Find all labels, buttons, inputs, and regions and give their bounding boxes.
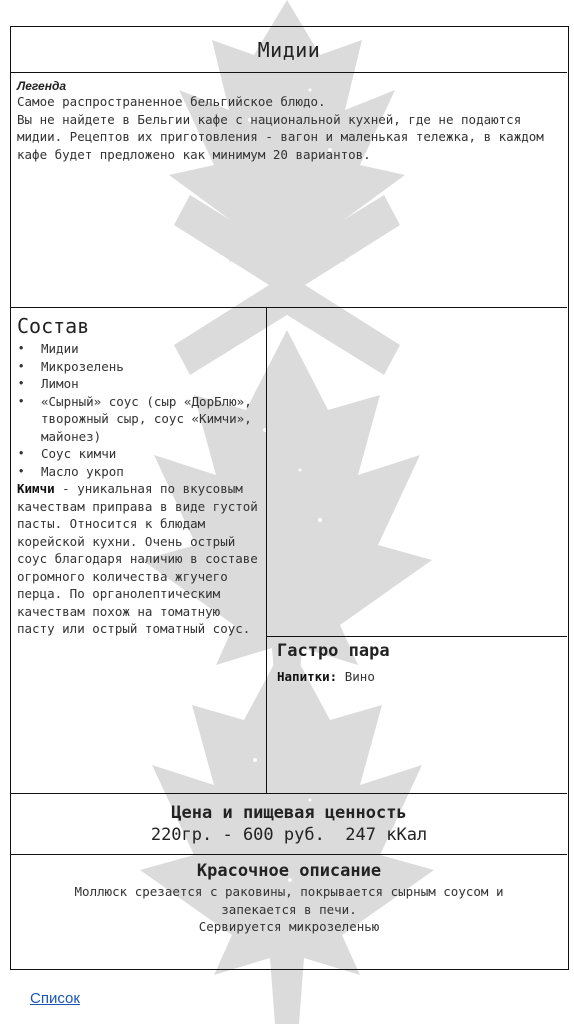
color-description-line: Сервируется микрозеленью	[198, 919, 380, 934]
list-item: • Микрозелень	[19, 358, 124, 374]
color-description-cell	[11, 855, 567, 968]
bullet-icon: •	[19, 446, 24, 460]
list-link[interactable]: Список	[30, 990, 80, 1007]
legend-heading: Легенда	[17, 79, 67, 93]
price-value: 220гр. - 600 руб. 247 кКал	[150, 825, 428, 845]
bullet-icon: •	[19, 393, 24, 408]
list-item: • «Сырный» соус (сыр «ДорБлю», творожный сыр, соус «Кимчи», майонез)	[19, 393, 252, 444]
list-item: • Лимон	[19, 376, 79, 391]
bullet-icon: •	[19, 463, 24, 478]
price-heading: Цена и пищевая ценность	[171, 803, 407, 823]
ingredients-list	[17, 340, 260, 480]
dish-title: Мидии	[257, 37, 321, 62]
gastro-pair-heading: Гастро пара	[277, 641, 390, 661]
bullet-icon: •	[19, 376, 24, 390]
drinks-value: Вино	[337, 669, 375, 684]
kimchi-term: Кимчи	[17, 481, 55, 496]
legend-cell	[11, 73, 567, 308]
drinks-line	[277, 669, 557, 684]
color-description-line: Моллюск срезается с раковины, покрывается сырным соусом и запекается в печи.	[74, 884, 504, 917]
bullet-icon: •	[19, 341, 24, 355]
legend-text: Самое распространенное бельгийское блюдо. Вы не найдете в Бельгии кафе с национальной кухней, где не подаются мидии. Рецептов их приготовления - вагон и маленькая тележка, в каждом кафе будет предложено как минимум 20 вариантов.	[17, 94, 544, 162]
bullet-icon: •	[19, 358, 24, 373]
color-description-heading: Красочное описание	[196, 861, 382, 881]
title-cell	[11, 27, 567, 73]
drinks-label: Напитки:	[277, 669, 338, 684]
ingredients-cell	[11, 308, 267, 794]
list-item: • Соус кимчи	[19, 446, 117, 461]
photo-placeholder-cell	[267, 308, 567, 637]
gastro-pair-cell	[267, 637, 567, 794]
list-item: • Мидии	[19, 341, 79, 356]
kimchi-description	[17, 480, 260, 638]
ingredients-heading: Состав	[17, 314, 90, 338]
list-item: • Масло укроп	[19, 463, 124, 479]
price-cell	[11, 794, 567, 855]
kimchi-text: - уникальная по вкусовым качествам приправа в виде густой пасты. Относится к блюдам корейской кухни. Очень острый соус благодаря наличию в составе огромного количества жгучего перца. По органолептическим качествам похож на томатную пасту или острый томатный соус.	[17, 481, 258, 636]
menu-card	[10, 26, 569, 970]
